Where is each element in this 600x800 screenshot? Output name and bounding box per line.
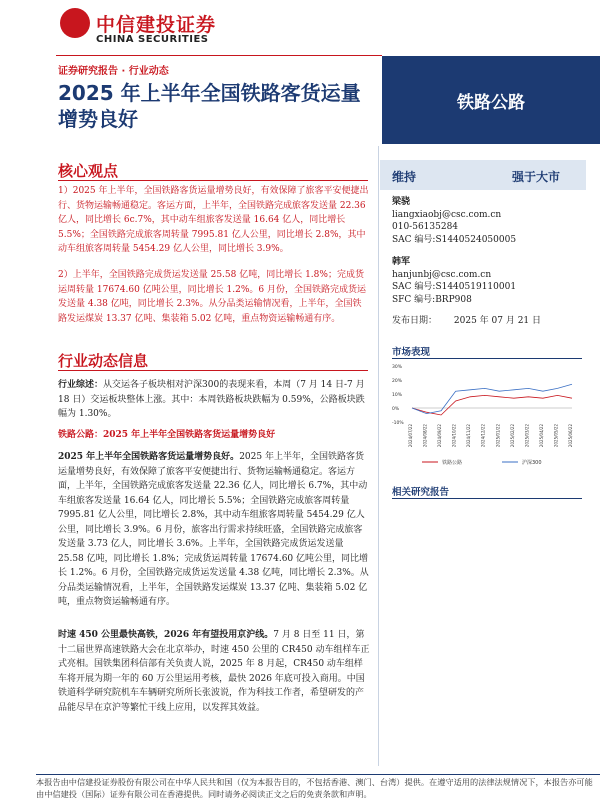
summary-label: 行业综述：: [58, 380, 104, 390]
analyst-1-sac: SAC 编号:S1440524050005: [392, 234, 517, 245]
rating-value: 强于大市: [512, 170, 561, 184]
report-type: 证券研究报告 · 行业动态: [58, 66, 169, 77]
x-tick-label: 2025/06/22: [568, 424, 573, 448]
y-tick-label: 20%: [392, 379, 403, 384]
industry-summary: [58, 378, 370, 422]
market-divider: [392, 358, 582, 359]
x-tick-label: 2024/12/22: [480, 424, 486, 448]
rating-maintain: 维持: [392, 170, 417, 184]
disclaimer: 本报告由中信建投证券股份有限公司在中华人民共和国（仅为本报告目的，不包括香港、澳门、台湾）提供。在遵守适用的法律法规情况下，本报告亦可能由中信建投（国际）证券有限公司在香港提供。同时请务必阅读正文之后的免责条款和声明。: [36, 777, 593, 799]
summary-text: 从交运各子板块相对沪深300的表现来看，本周（7 月 14 日-7 月 18 日）交运板块整体上涨。其中：本周铁路板块跌幅为 0.59%，公路板块跌幅为 1.30%。: [58, 380, 365, 419]
x-tick-label: 2025/03/22: [524, 424, 530, 448]
y-tick-label: 0%: [392, 407, 400, 412]
publish-date: [392, 315, 541, 328]
x-tick-label: 2025/04/22: [538, 424, 544, 448]
news-item-2-text: 7 月 8 日至 11 日，第十二届世界高速铁路大会在北京举办，时速 450 公里的 CR450 动车组样车正式亮相。国铁集团科信部有关负责人说，2025 年 8 月起，CR450 动车组样车将开展为期一年的 60 万公里运用考核，最快 2026 年底可投入商用。中国铁道科学研究院机车车辆研究所所长张波说，作为科技工作者，希望研发的产品能尽早在京沪等繁忙干线上应用，以发挥其效益。: [58, 630, 370, 713]
footer-divider: [36, 774, 600, 775]
news-divider: [58, 370, 368, 371]
x-tick-label: 2024/10/22: [451, 424, 457, 448]
legend-label: 沪深300: [522, 460, 542, 466]
y-tick-label: 30%: [392, 365, 403, 370]
market-title: 市场表现: [392, 347, 431, 358]
x-tick-label: 2024/11/22: [466, 424, 472, 448]
analyst-1-phone: 010-56135284: [392, 222, 459, 232]
news-item-1: [58, 450, 370, 610]
y-tick-label: -10%: [392, 421, 404, 426]
sector-banner: [382, 56, 600, 144]
related-title: 相关研究报告: [392, 487, 450, 498]
analyst-2: [392, 256, 592, 306]
market-chart: [392, 362, 582, 472]
y-axis-ticks: [392, 364, 572, 426]
x-tick-label: 2025/05/22: [553, 424, 559, 448]
x-tick-label: 2024/07/22: [408, 424, 413, 448]
series-lines: [412, 384, 572, 415]
analyst-1: [392, 196, 592, 246]
chart-legend: [422, 459, 542, 466]
news-item-1-text: 2025 年上半年，全国铁路客货运量增势良好，有效保障了旅客平安便捷出行、货物运输畅通稳定。客运方面，上半年，全国铁路完成旅客发送量 22.36 亿人，同比增长 6.7%，其中动车组旅客发送量 16.64 亿人，同比增长 5.5%；全国铁路完成旅客周转量 7995.81 亿人公里，同比增长 2.8%，其中动车组旅客周转量 5454.29 亿人公里，同比增长 3.9%。6 月份，旅客出行需求持续旺盛，全国铁路完成旅客发送量 3.73 亿人，同比增长 3.6%。上半年，全国铁路完成货运发送量 25.58 亿吨，同比增长 1.8%；完成货运周转量 17674.60 亿吨公里，同比增长 1.2%。6 月份，全国铁路完成货运发送量 4.38 亿吨，同比增长 2.3%。从分品类运输情况看，上半年，全国铁路发运煤炭 13.37 亿吨、集装箱 5.02 亿吨，重点物资运输畅通有序。: [58, 452, 369, 607]
core-heading: 核心观点: [58, 162, 119, 180]
logo-mark: [60, 8, 90, 38]
news-item-1-title: 2025 年上半年全国铁路客货运量增势良好。: [58, 452, 240, 462]
publish-date-label: 发布日期：: [392, 316, 438, 326]
core-point-2: 2）上半年，全国铁路完成货运发送量 25.58 亿吨，同比增长 1.8%；完成货运周转量 17674.60 亿吨公里，同比增长 1.2%。6 月份，全国铁路完成货运发送量 4.38 亿吨，同比增长 2.3%。从分品类运输情况看，上半年，全国铁路发运煤炭 13.37 亿吨、集装箱 5.02 亿吨，重点物资运输畅通有序。: [58, 270, 366, 324]
x-tick-label: 2025/01/22: [495, 424, 501, 448]
analyst-2-email: hanjunbj@csc.com.cn: [392, 269, 492, 280]
news-heading: 行业动态信息: [58, 352, 149, 370]
x-tick-label: 2024/08/22: [422, 424, 428, 448]
analyst-1-name: 梁骁: [392, 197, 411, 207]
legend-label: 铁路公路: [442, 460, 463, 466]
header-divider: [56, 55, 382, 56]
news-item-2-title: 时速 450 公里最快高铁，2026 年有望投用京沪线。: [58, 630, 274, 640]
sector-label: 铁路公路: [457, 92, 525, 113]
sidebar-divider: [378, 146, 379, 766]
core-point-1: 1）2025 年上半年，全国铁路客货运量增势良好，有效保障了旅客平安便捷出行、货物运输畅通稳定。客运方面，上半年，全国铁路完成旅客发送量 22.36 亿人，同比增长 6c.7%，其中动车组旅客发送量 16.64 亿人，同比增长 5.5%；全国铁路完成旅客周转量 7995.81 亿人公里，同比增长 2.8%，其中动车组旅客周转量 5454.29 亿人公里，同比增长 3.9%。: [58, 186, 369, 254]
logo-name-en: CHINA SECURITIES: [96, 34, 209, 45]
analyst-2-sac: SAC 编号:S1440519110001: [392, 282, 517, 292]
publish-date-value: 2025 年 07 月 21 日: [453, 316, 542, 326]
rail-subheading: 铁路公路：2025 年上半年全国铁路客货运量增势良好: [58, 430, 276, 440]
y-tick-label: 10%: [392, 393, 403, 398]
report-title: 2025 年上半年全国铁路客货运量增势良好: [58, 81, 361, 131]
news-item-2: [58, 628, 370, 715]
series-line: [412, 384, 572, 413]
analyst-1-email: liangxiaobj@csc.com.cn: [392, 209, 502, 220]
analyst-2-sfc: SFC 编号:BRP908: [392, 294, 472, 305]
x-tick-label: 2025/02/22: [509, 424, 515, 448]
x-axis-ticks: [408, 424, 573, 448]
x-tick-label: 2024/09/22: [437, 424, 443, 448]
logo-name-cn: 中信建投证券: [96, 14, 217, 36]
related-divider: [392, 498, 582, 499]
core-divider: [58, 180, 368, 181]
analyst-2-name: 韩军: [392, 257, 411, 267]
